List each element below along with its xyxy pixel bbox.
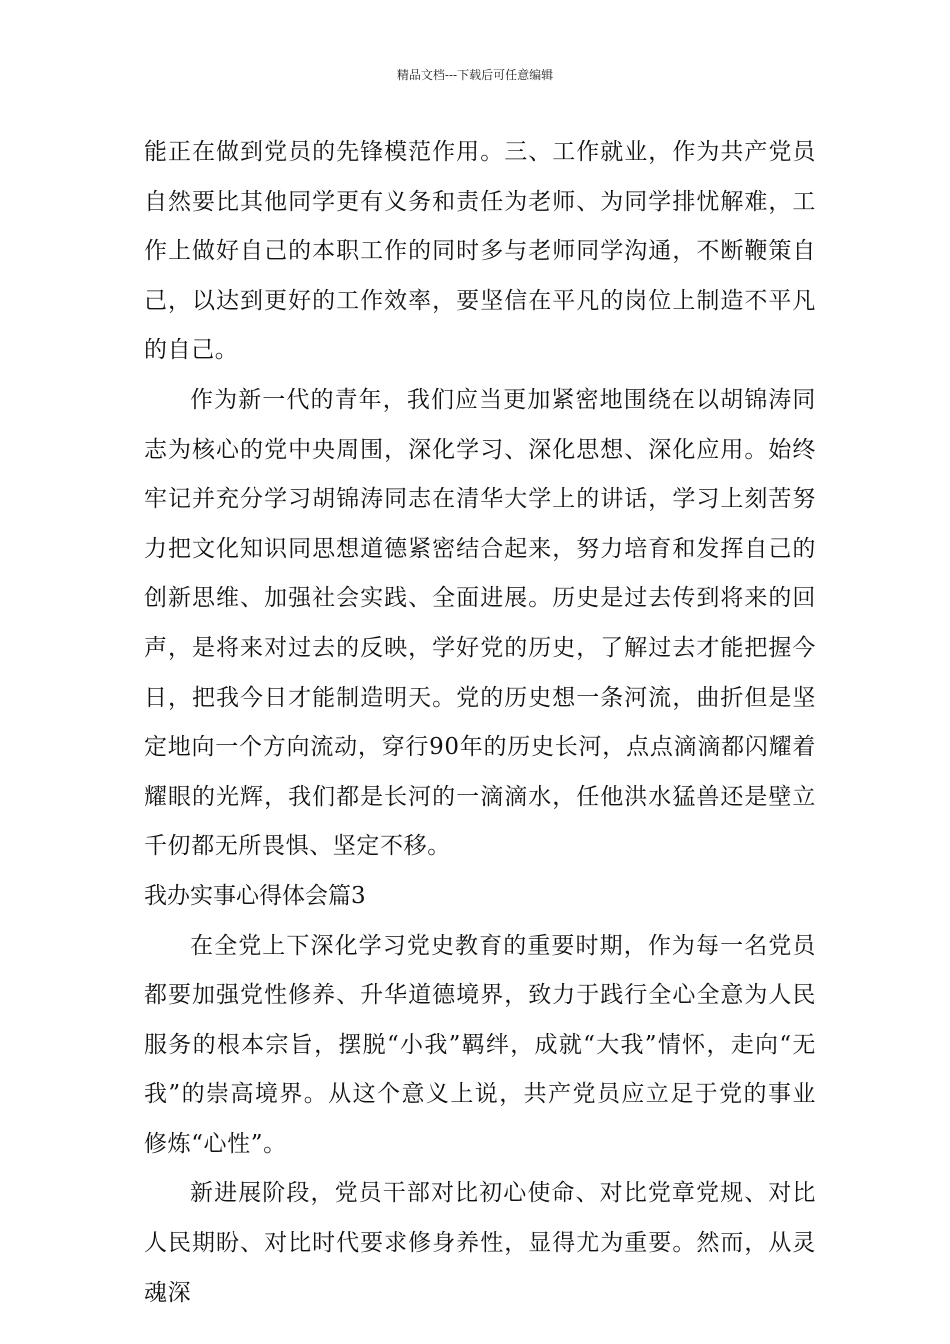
paragraph-4: 新进展阶段，党员干部对比初心使命、对比党章党规、对比人民期盼、对比时代要求修身养性，显得尤为重要。然而，从灵魂深: [144, 1180, 816, 1306]
paragraph-2: 作为新一代的青年，我们应当更加紧密地围绕在以胡锦涛同志为核心的党中央周围，深化学习、深化思想、深化应用。始终牢记并充分学习胡锦涛同志在清华大学上的讲话，学习上刻苦努力把文化知识同思想道德紧密结合起来，努力培育和发挥自己的创新思维、加强社会实践、全面进展。历史是过去传到将来的回声，是将来对过去的反映，学好党的历史，了解过去才能把握今日，把我今日才能制造明天。党的历史想一条河流，曲折但是坚定地向一个方向流动，穿行90年的历史长河，点点滴滴都闪耀着耀眼的光辉，我们都是长河的一滴滴水，任他洪水猛兽还是壁立千仞都无所畏惧、坚定不移。: [144, 386, 816, 860]
paragraph-1: 能正在做到党员的先锋模范作用。三、工作就业，作为共产党员自然要比其他同学更有义务和责任为老师、为同学排忧解难，工作上做好自己的本职工作的同时多与老师同学沟通，不断鞭策自己，以达到更好的工作效率，要坚信在平凡的岗位上制造不平凡的自己。: [144, 139, 816, 364]
page-header: 精品文档---下载后可任意编辑: [396, 68, 554, 82]
paragraph-3: 在全党上下深化学习党史教育的重要时期，作为每一名党员都要加强党性修养、升华道德境界，致力于践行全心全意为人民服务的根本宗旨，摆脱“小我”羁绊，成就“大我”情怀，走向“无我”的崇高境界。从这个意义上说，共产党员应立足于党的事业修炼“心性”。: [144, 932, 816, 1157]
document-body: [144, 128, 816, 1318]
section-heading: 我办实事心得体会篇3: [144, 882, 366, 909]
